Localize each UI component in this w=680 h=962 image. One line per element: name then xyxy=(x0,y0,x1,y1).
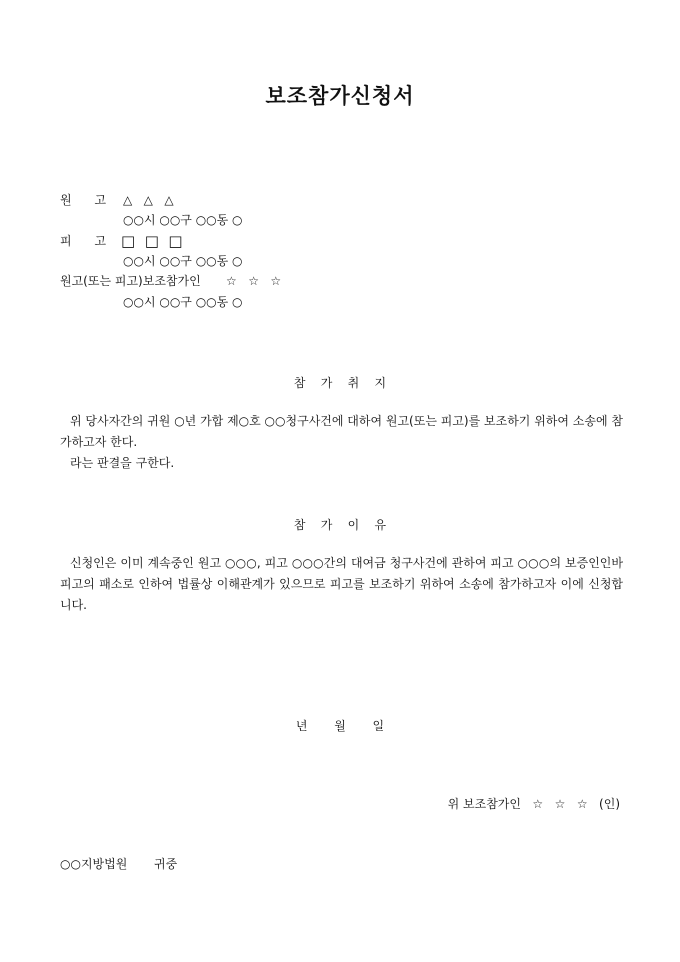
purpose-heading: 참 가 취 지 xyxy=(293,376,387,390)
reason-heading: 참 가 이 유 xyxy=(293,518,387,532)
document-title: 보조참가신청서 xyxy=(265,83,415,108)
court-addressee: ○○지방법원 귀중 xyxy=(60,857,178,871)
date-line: 년 월 일 xyxy=(295,719,385,733)
plaintiff-name: △ △ △ xyxy=(123,193,174,207)
intervenor-address: ○○시 ○○구 ○○동 ○ xyxy=(123,295,243,309)
plaintiff-label: 원 고 xyxy=(60,193,107,207)
purpose-text: 위 당사자간의 귀원 ○년 가합 제○호 ○○청구사건에 대하여 원고(또는 피고)를 보조하기 위하여 소송에 참가하고자 한다. xyxy=(60,414,623,449)
intervenor-label: 원고(또는 피고)보조참가인 xyxy=(60,274,201,288)
reason-paragraph xyxy=(60,553,623,616)
signature-line: 위 보조참가인 ☆ ☆ ☆ (인) xyxy=(447,797,620,811)
reason-text: 신청인은 이미 계속중인 원고 ○○○, 피고 ○○○간의 대여금 청구사건에 관하여 피고 ○○○의 보증인인바 피고의 패소로 인하여 법률상 이해관계가 있으므로 피고를 보조하기 위하여 소송에 참가하고자 이에 신청합니다. xyxy=(60,556,623,612)
plaintiff-address: ○○시 ○○구 ○○동 ○ xyxy=(123,213,243,227)
purpose-closing: 라는 판결을 구한다. xyxy=(70,456,175,470)
defendant-label: 피 고 xyxy=(60,234,107,248)
purpose-paragraph xyxy=(60,411,623,474)
defendant-name: □ □ □ xyxy=(121,232,183,250)
intervenor-name: ☆ ☆ ☆ xyxy=(226,274,282,288)
defendant-address: ○○시 ○○구 ○○동 ○ xyxy=(123,254,243,268)
